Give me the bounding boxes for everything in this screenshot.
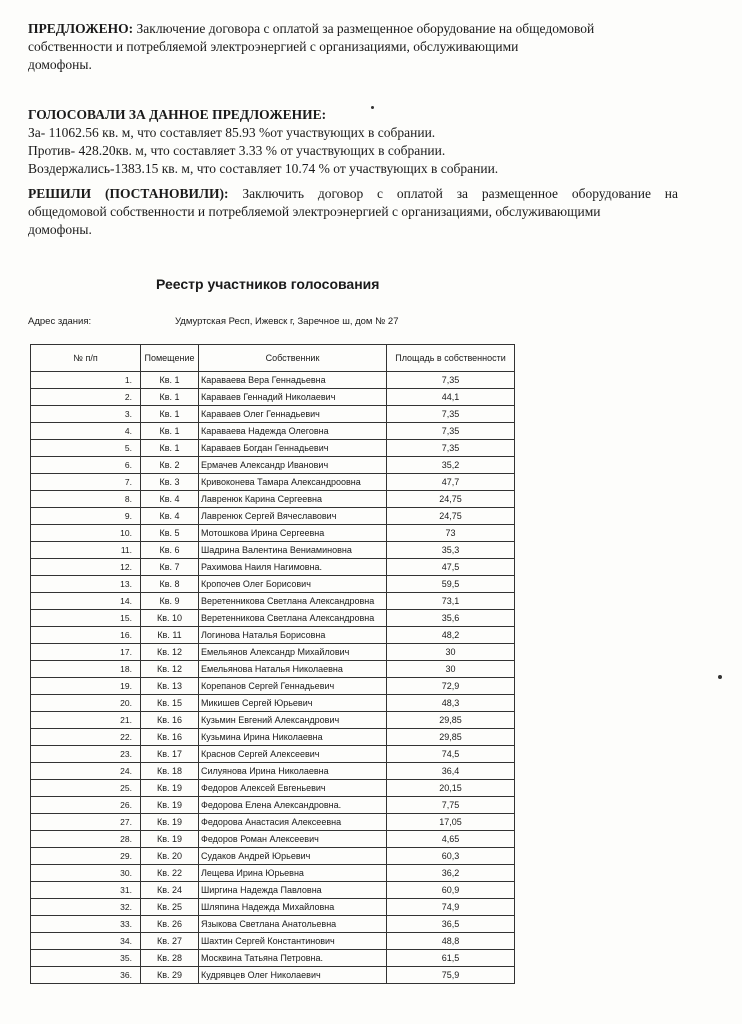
votes-for: За- 11062.56 кв. м, что составляет 85.93 %от участвующих в собрании. xyxy=(28,125,436,140)
table-header-row xyxy=(31,345,515,372)
row-owner: Силуянова Ирина Николаевна xyxy=(199,763,387,780)
table-row xyxy=(31,848,515,865)
row-room: Кв. 29 xyxy=(141,967,199,984)
row-number: 9. xyxy=(31,508,141,525)
row-owner: Федоров Алексей Евгеньевич xyxy=(199,780,387,797)
row-number: 20. xyxy=(31,695,141,712)
row-room: Кв. 22 xyxy=(141,865,199,882)
row-area: 30 xyxy=(387,644,515,661)
row-area: 7,35 xyxy=(387,406,515,423)
row-number: 32. xyxy=(31,899,141,916)
decision-text-1: Заключить договор с оплатой за размещенное оборудование на xyxy=(242,186,678,201)
row-owner: Микишев Сергей Юрьевич xyxy=(199,695,387,712)
row-owner: Кропочев Олег Борисович xyxy=(199,576,387,593)
row-area: 60,3 xyxy=(387,848,515,865)
table-row xyxy=(31,933,515,950)
row-owner: Караваев Геннадий Николаевич xyxy=(199,389,387,406)
table-row xyxy=(31,746,515,763)
row-area: 7,35 xyxy=(387,372,515,389)
row-owner: Логинова Наталья Борисовна xyxy=(199,627,387,644)
column-header-area: Площадь в собственности xyxy=(387,345,515,372)
row-room: Кв. 1 xyxy=(141,440,199,457)
row-number: 33. xyxy=(31,916,141,933)
row-owner: Шадрина Валентина Вениаминовна xyxy=(199,542,387,559)
row-number: 10. xyxy=(31,525,141,542)
table-row xyxy=(31,627,515,644)
row-area: 75,9 xyxy=(387,967,515,984)
row-owner: Караваев Богдан Геннадьевич xyxy=(199,440,387,457)
row-number: 16. xyxy=(31,627,141,644)
row-area: 29,85 xyxy=(387,729,515,746)
row-area: 74,9 xyxy=(387,899,515,916)
row-number: 17. xyxy=(31,644,141,661)
row-area: 48,3 xyxy=(387,695,515,712)
row-number: 5. xyxy=(31,440,141,457)
row-owner: Мотошкова Ирина Сергеевна xyxy=(199,525,387,542)
row-area: 36,5 xyxy=(387,916,515,933)
row-owner: Федорова Анастасия Алексеевна xyxy=(199,814,387,831)
row-area: 59,5 xyxy=(387,576,515,593)
row-area: 72,9 xyxy=(387,678,515,695)
row-area: 4,65 xyxy=(387,831,515,848)
table-row xyxy=(31,967,515,984)
row-room: Кв. 10 xyxy=(141,610,199,627)
votes-against: Против- 428.20кв. м, что составляет 3.33 % от участвующих в собрании. xyxy=(28,143,446,158)
row-room: Кв. 11 xyxy=(141,627,199,644)
row-room: Кв. 20 xyxy=(141,848,199,865)
proposal-section xyxy=(28,20,678,74)
registry-table xyxy=(30,344,515,984)
row-room: Кв. 19 xyxy=(141,831,199,848)
table-row xyxy=(31,661,515,678)
table-row xyxy=(31,865,515,882)
table-row xyxy=(31,542,515,559)
registry-title: Реестр участников голосования xyxy=(156,276,380,292)
row-room: Кв. 19 xyxy=(141,797,199,814)
column-header-number: № п/п xyxy=(31,345,141,372)
table-row xyxy=(31,508,515,525)
row-number: 29. xyxy=(31,848,141,865)
row-owner: Веретенникова Светлана Александровна xyxy=(199,610,387,627)
row-area: 48,2 xyxy=(387,627,515,644)
row-area: 7,35 xyxy=(387,423,515,440)
row-number: 12. xyxy=(31,559,141,576)
votes-section xyxy=(28,106,678,178)
row-room: Кв. 1 xyxy=(141,372,199,389)
address-value: Удмуртская Респ, Ижевск г, Заречное ш, дом № 27 xyxy=(175,316,399,327)
row-area: 60,9 xyxy=(387,882,515,899)
row-owner: Кудрявцев Олег Николаевич xyxy=(199,967,387,984)
row-room: Кв. 25 xyxy=(141,899,199,916)
row-number: 36. xyxy=(31,967,141,984)
decision-text-2: общедомовой собственности и потребляемой электроэнергией с организациями, обслуживающими xyxy=(28,204,601,219)
table-row xyxy=(31,440,515,457)
table-row xyxy=(31,525,515,542)
table-row xyxy=(31,797,515,814)
table-row xyxy=(31,576,515,593)
table-row xyxy=(31,406,515,423)
row-number: 2. xyxy=(31,389,141,406)
row-number: 11. xyxy=(31,542,141,559)
row-owner: Шахтин Сергей Константинович xyxy=(199,933,387,950)
row-owner: Языкова Светлана Анатольевна xyxy=(199,916,387,933)
table-row xyxy=(31,423,515,440)
row-owner: Ермачев Александр Иванович xyxy=(199,457,387,474)
row-area: 24,75 xyxy=(387,491,515,508)
row-room: Кв. 12 xyxy=(141,661,199,678)
row-number: 3. xyxy=(31,406,141,423)
row-room: Кв. 9 xyxy=(141,593,199,610)
row-room: Кв. 24 xyxy=(141,882,199,899)
row-number: 28. xyxy=(31,831,141,848)
row-owner: Корепанов Сергей Геннадьевич xyxy=(199,678,387,695)
row-room: Кв. 2 xyxy=(141,457,199,474)
row-number: 15. xyxy=(31,610,141,627)
table-row xyxy=(31,712,515,729)
table-row xyxy=(31,831,515,848)
votes-title: ГОЛОСОВАЛИ ЗА ДАННОЕ ПРЕДЛОЖЕНИЕ: xyxy=(28,107,327,122)
table-row xyxy=(31,474,515,491)
row-owner: Федорова Елена Александровна. xyxy=(199,797,387,814)
row-area: 36,4 xyxy=(387,763,515,780)
row-area: 35,3 xyxy=(387,542,515,559)
table-row xyxy=(31,372,515,389)
row-area: 17,05 xyxy=(387,814,515,831)
row-number: 35. xyxy=(31,950,141,967)
row-room: Кв. 4 xyxy=(141,508,199,525)
row-area: 74,5 xyxy=(387,746,515,763)
row-number: 1. xyxy=(31,372,141,389)
decision-section xyxy=(28,185,678,239)
row-area: 44,1 xyxy=(387,389,515,406)
row-room: Кв. 26 xyxy=(141,916,199,933)
row-number: 4. xyxy=(31,423,141,440)
proposal-text-3: домофоны. xyxy=(28,57,92,72)
row-room: Кв. 13 xyxy=(141,678,199,695)
table-row xyxy=(31,491,515,508)
table-row xyxy=(31,389,515,406)
column-header-owner: Собственник xyxy=(199,345,387,372)
row-number: 23. xyxy=(31,746,141,763)
table-row xyxy=(31,695,515,712)
row-area: 35,6 xyxy=(387,610,515,627)
votes-abstained: Воздержались-1383.15 кв. м, что составляет 10.74 % от участвующих в собрании. xyxy=(28,161,499,176)
row-room: Кв. 18 xyxy=(141,763,199,780)
row-number: 34. xyxy=(31,933,141,950)
table-row xyxy=(31,916,515,933)
row-room: Кв. 3 xyxy=(141,474,199,491)
row-area: 7,35 xyxy=(387,440,515,457)
scan-speck xyxy=(371,106,374,109)
address-label: Адрес здания: xyxy=(28,316,92,327)
row-owner: Судаков Андрей Юрьевич xyxy=(199,848,387,865)
row-owner: Веретенникова Светлана Александровна xyxy=(199,593,387,610)
row-number: 25. xyxy=(31,780,141,797)
row-owner: Караваева Вера Геннадьевна xyxy=(199,372,387,389)
table-row xyxy=(31,950,515,967)
row-room: Кв. 16 xyxy=(141,729,199,746)
row-room: Кв. 17 xyxy=(141,746,199,763)
row-area: 20,15 xyxy=(387,780,515,797)
table-row xyxy=(31,644,515,661)
row-number: 30. xyxy=(31,865,141,882)
table-row xyxy=(31,610,515,627)
row-room: Кв. 4 xyxy=(141,491,199,508)
row-owner: Федоров Роман Алексеевич xyxy=(199,831,387,848)
row-room: Кв. 8 xyxy=(141,576,199,593)
row-number: 19. xyxy=(31,678,141,695)
row-number: 24. xyxy=(31,763,141,780)
row-area: 61,5 xyxy=(387,950,515,967)
row-owner: Москвина Татьяна Петровна. xyxy=(199,950,387,967)
table-row xyxy=(31,559,515,576)
proposal-text-2: собственности и потребляемой электроэнергией с организациями, обслуживающими xyxy=(28,39,519,54)
row-owner: Шляпина Надежда Михайловна xyxy=(199,899,387,916)
row-area: 7,75 xyxy=(387,797,515,814)
table-row xyxy=(31,729,515,746)
row-number: 13. xyxy=(31,576,141,593)
proposal-text-1: Заключение договора с оплатой за размещенное оборудование на общедомовой xyxy=(136,21,595,36)
table-row xyxy=(31,457,515,474)
row-room: Кв. 5 xyxy=(141,525,199,542)
row-owner: Лавренюк Карина Сергеевна xyxy=(199,491,387,508)
row-number: 14. xyxy=(31,593,141,610)
row-room: Кв. 1 xyxy=(141,389,199,406)
registry-body xyxy=(31,372,515,984)
row-area: 47,7 xyxy=(387,474,515,491)
row-number: 6. xyxy=(31,457,141,474)
row-owner: Емельянов Александр Михайлович xyxy=(199,644,387,661)
row-owner: Кривоконева Тамара Александроовна xyxy=(199,474,387,491)
table-row xyxy=(31,763,515,780)
row-owner: Емельянова Наталья Николаевна xyxy=(199,661,387,678)
row-number: 27. xyxy=(31,814,141,831)
row-owner: Караваев Олег Геннадьевич xyxy=(199,406,387,423)
table-row xyxy=(31,899,515,916)
row-owner: Рахимова Наиля Нагимовна. xyxy=(199,559,387,576)
row-room: Кв. 28 xyxy=(141,950,199,967)
row-owner: Караваева Надежда Олеговна xyxy=(199,423,387,440)
row-number: 26. xyxy=(31,797,141,814)
row-room: Кв. 12 xyxy=(141,644,199,661)
row-number: 18. xyxy=(31,661,141,678)
row-area: 73,1 xyxy=(387,593,515,610)
row-room: Кв. 19 xyxy=(141,814,199,831)
decision-text-3: домофоны. xyxy=(28,222,92,237)
row-owner: Кузьмин Евгений Александрович xyxy=(199,712,387,729)
row-area: 29,85 xyxy=(387,712,515,729)
row-area: 73 xyxy=(387,525,515,542)
row-owner: Лавренюк Сергей Вячеславович xyxy=(199,508,387,525)
row-owner: Лещева Ирина Юрьевна xyxy=(199,865,387,882)
row-area: 30 xyxy=(387,661,515,678)
row-area: 24,75 xyxy=(387,508,515,525)
row-number: 31. xyxy=(31,882,141,899)
row-area: 36,2 xyxy=(387,865,515,882)
row-room: Кв. 6 xyxy=(141,542,199,559)
table-row xyxy=(31,882,515,899)
table-row xyxy=(31,678,515,695)
row-room: Кв. 16 xyxy=(141,712,199,729)
row-room: Кв. 15 xyxy=(141,695,199,712)
column-header-room: Помещение xyxy=(141,345,199,372)
row-owner: Кузьмина Ирина Николаевна xyxy=(199,729,387,746)
proposal-label: ПРЕДЛОЖЕНО: xyxy=(28,21,134,36)
row-area: 48,8 xyxy=(387,933,515,950)
row-room: Кв. 1 xyxy=(141,406,199,423)
row-number: 22. xyxy=(31,729,141,746)
row-number: 21. xyxy=(31,712,141,729)
table-row xyxy=(31,780,515,797)
row-room: Кв. 1 xyxy=(141,423,199,440)
row-owner: Ширгина Надежда Павловна xyxy=(199,882,387,899)
row-area: 47,5 xyxy=(387,559,515,576)
row-owner: Краснов Сергей Алексеевич xyxy=(199,746,387,763)
scan-speck xyxy=(718,675,722,679)
table-row xyxy=(31,593,515,610)
row-room: Кв. 27 xyxy=(141,933,199,950)
row-area: 35,2 xyxy=(387,457,515,474)
row-room: Кв. 19 xyxy=(141,780,199,797)
row-room: Кв. 7 xyxy=(141,559,199,576)
decision-label: РЕШИЛИ (ПОСТАНОВИЛИ): xyxy=(28,186,229,201)
row-number: 7. xyxy=(31,474,141,491)
table-row xyxy=(31,814,515,831)
row-number: 8. xyxy=(31,491,141,508)
